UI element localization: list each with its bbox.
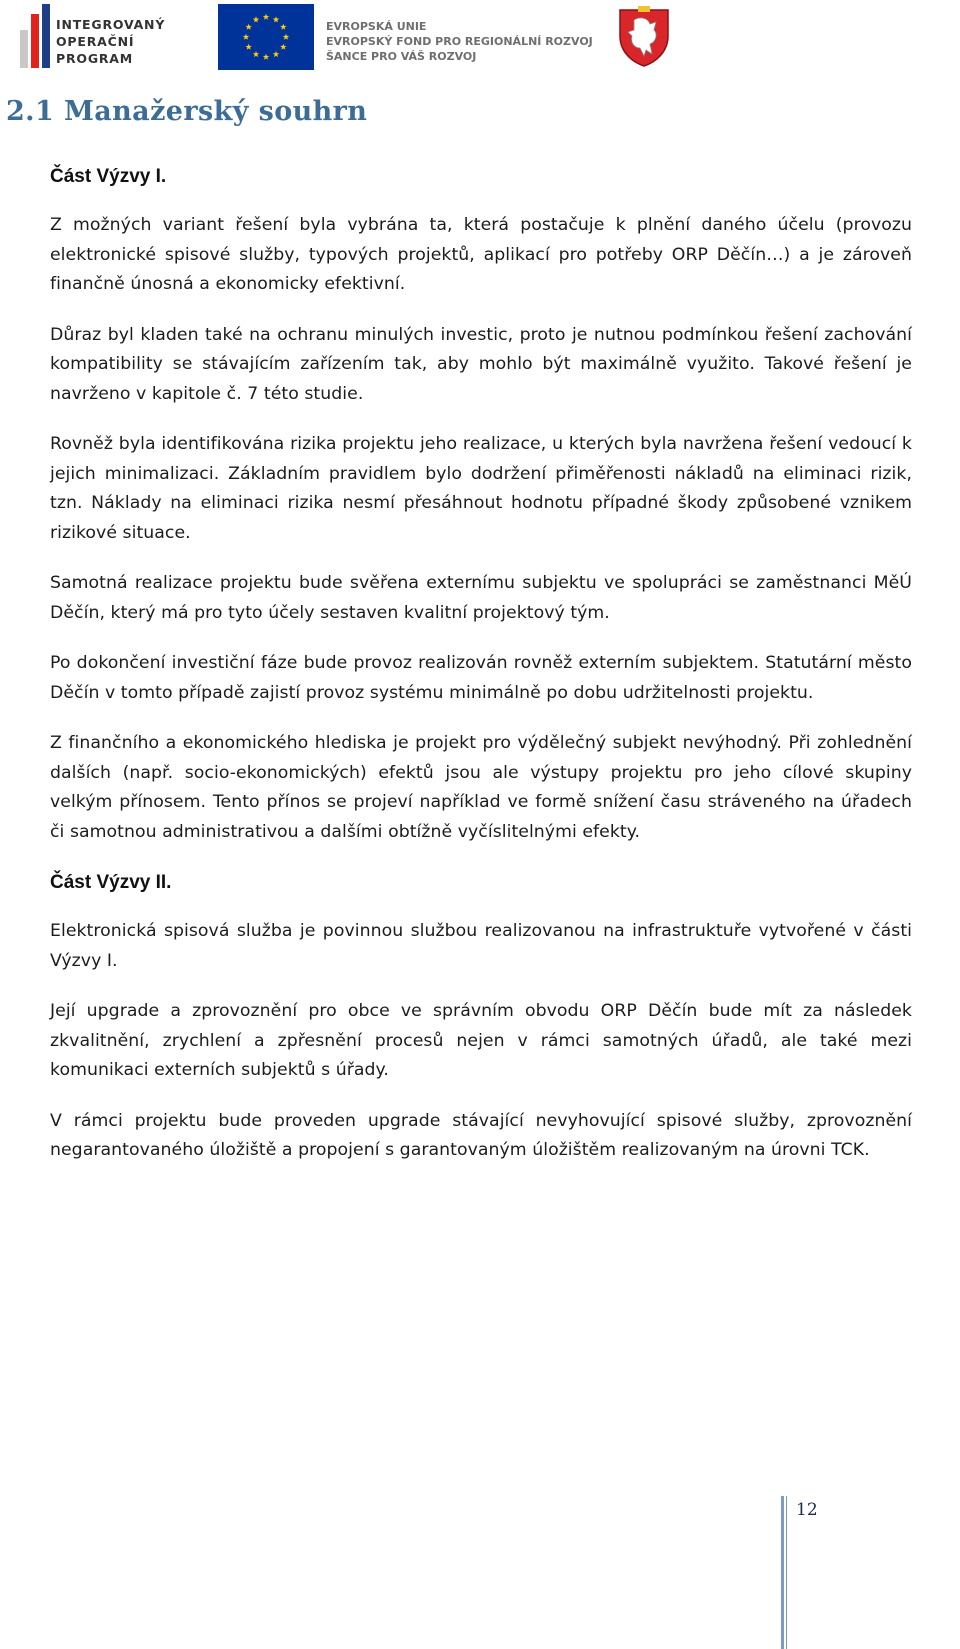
- document-body: [50, 162, 912, 1187]
- paragraph: V rámci projektu bude proveden upgrade stávající nevyhovující spisové služby, zprovoznění negarantovaného úložiště a propojení s garantovaným úložištěm realizovaným na úrovni TCK.: [50, 1110, 912, 1160]
- page-number-rule: [786, 1496, 787, 1649]
- iop-logo-text: INTEGROVANÝ OPERAČNÍ PROGRAM: [56, 17, 166, 66]
- page-header: [18, 4, 678, 70]
- paragraph: Důraz byl kladen také na ochranu minulých investic, proto je nutnou podmínkou řešení zachování kompatibility se stávajícím zařízením tak, aby mohlo být maximálně využito. Takové řešení je navrženo v kapitole č. 7 této studie.: [50, 324, 912, 404]
- eu-fund-text: EVROPSKÁ UNIE EVROPSKÝ FOND PRO REGIONÁLNÍ ROZVOJ ŠANCE PRO VÁŠ ROZVOJ: [326, 20, 593, 63]
- paragraph: Z možných variant řešení byla vybrána ta, která postačuje k plnění daného účelu (provozu elektronické spisové služby, typových projektů, aplikací pro potřeby ORP Děčín…) a je zároveň finančně únosná a ekonomicky efektivní.: [50, 215, 912, 294]
- iop-logo-icon: [18, 4, 190, 70]
- page-number: 12: [796, 1500, 818, 1520]
- part2-heading: Část Výzvy II.: [50, 872, 172, 893]
- paragraph: Rovněž byla identifikována rizika projektu jeho realizace, u kterých byla navržena řešení vedoucí k jejich minimalizaci. Základním pravidlem bylo dodržení přiměřenosti nákladů na eliminaci rizik, tzn. Náklady na eliminaci rizika nesmí přesáhnout hodnotu případné škody způsobené vznikem rizikové situace.: [50, 434, 912, 543]
- paragraph: Z finančního a ekonomického hlediska je projekt pro výdělečný subjekt nevýhodný. Při zohlednění dalších (např. socio-ekonomických) efektů jsou ale výstupy projektu pro jeho cílové skupiny velkým přínosem. Tento přínos se projeví například ve formě snížení času stráveného na úřadech či samotnou administrativou a dalšími obtížně vyčíslitelnými efekty.: [50, 733, 912, 842]
- paragraph: Samotná realizace projektu bude svěřena externímu subjektu ve spolupráci se zaměstnanci MěÚ Děčín, který má pro tyto účely sestaven kvalitní projektový tým.: [50, 573, 912, 623]
- part1-heading: Část Výzvy I.: [50, 166, 167, 187]
- paragraph: Elektronická spisová služba je povinnou službou realizovanou na infrastruktuře vytvořené v části Výzvy I.: [50, 921, 912, 971]
- section-title: 2.1 Manažerský souhrn: [6, 96, 368, 127]
- coat-of-arms-icon: [616, 6, 672, 68]
- paragraph: Po dokončení investiční fáze bude provoz realizován rovněž externím subjektem. Statutární město Děčín v tomto případě zajistí provoz systému minimálně po dobu udržitelnosti projektu.: [50, 653, 912, 703]
- paragraph: Její upgrade a zprovoznění pro obce ve správním obvodu ORP Děčín bude mít za následek zkvalitnění, zrychlení a zpřesnění procesů nejen v rámci samotných úřadů, ale také mezi komunikaci externích subjektů s úřady.: [50, 1001, 912, 1080]
- page-number-rule: [781, 1496, 784, 1649]
- eu-flag-icon: [218, 4, 314, 70]
